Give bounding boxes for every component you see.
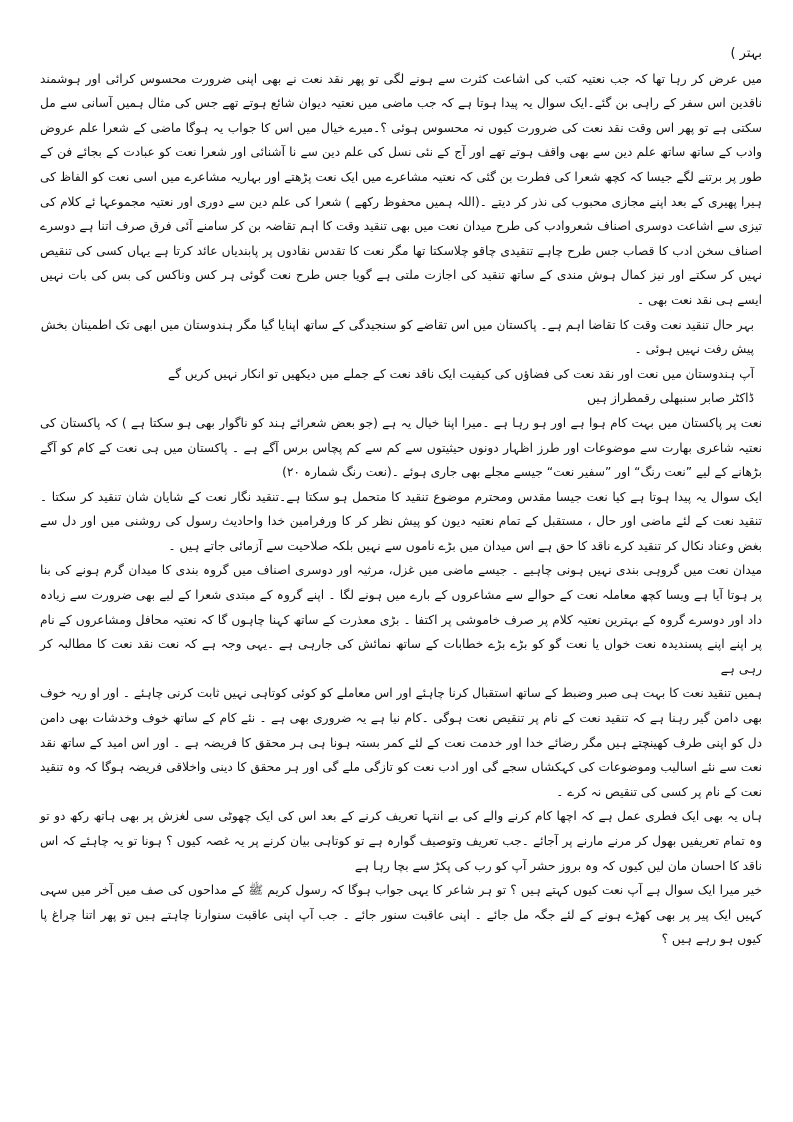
continuation-heading: بہتر ) [730,46,762,61]
paragraph-patience: ہمیں تنقید نعت کا بہت ہی صبر وضبط کے ساتھ استقبال کرنا چاہئے اور اس معاملے کو کوئی کوتاہی نہیں ثابت کرنی چاہئے ۔ اور او ریہ خوف بھی دامن گیر رہنا ہے کہ تنقید نعت کے نام پر تنقیص نعت ہوگی ۔کام نیا ہے یہ ضروری بھی ہے ۔ نئے کام کے ساتھ خوف وخدشات بھی دامن دل کو اپنی طرف کھینچتے ہیں مگر رضائے خدا اور خدمت نعت کے لئے کمر بستہ ہونا ہی ہر محقق کا فریضہ ہے ۔ اور اس امید کے ساتھ نقد نعت سے نئے اسالیب وموضوعات کی کہکشاں سجے گی اور ادب نعت کو تازگی ملے گی اور ہر محقق کا دینی واخلاقی فریضہ ہوگا کہ وہ تنقید نعت کے نام پر کسی کی تنقیص نہ کرے ۔ [40,686,762,799]
quote-attribution: ڈاکٹر صابر سنبھلی رقمطراز ہیں [587,391,754,406]
paragraph-natural-reaction: ہاں یہ بھی ایک فطری عمل ہے کہ اچھا کام کرنے والے کی بے انتہا تعریف کرنے کے بعد اس کی ایک چھوٹی سی لغزش پر بھی ہاتھ رکھ دو تو وہ تمام تعریفیں بھول کر مرنے مارنے پر آجائے ۔جب تعریف وتوصیف گوارہ ہے تو کوتاہی بیان کرنے پر یہ غصہ کیوں ؟ ہونا تو یہ چاہئے کہ اس ناقد کا احسان مان لیں کیوں کہ وہ بروز حشر آپ کو رب کی پکڑ سے بچا رہا ہے [40,809,762,873]
document-page [40,42,762,952]
paragraph-quote-naat-rang: نعت پر پاکستان میں بہت کام ہوا ہے اور ہو رہا ہے ۔میرا اپنا خیال یہ ہے (جو بعض شعرائے ہند کو ناگوار بھی ہو سکتا ہے ) کہ پاکستان کی نعتیہ شاعری بھارت سے موضوعات اور طرز اظہار دونوں حیثیتوں سے کم سے کم پچاس برس آگے ہے ۔ پاکستان میں ہی نعت کے کام کو آگے بڑھانے کے لیے ”نعت رنگ“ اور ”سفیر نعت“ جیسے مجلے بھی جاری ہوئے ۔(نعت رنگ شمارہ ۲۰) [40,415,762,480]
paragraph-pakistan-india: بہر حال تنقید نعت وقت کا تقاضا اہم ہے۔ پاکستان میں اس تقاضے کو سنجیدگی کے ساتھ اپنایا گیا مگر ہندوستان میں ابھی تک اطمینان بخش پیش رفت نہیں ہوئی ۔ [40,317,754,357]
paragraph-final-question: خیر میرا ایک سوال ہے آپ نعت کیوں کہتے ہیں ؟ تو ہر شاعر کا یہی جواب ہوگا کہ رسول کریم ﷺ کے مداحوں کی صف میں آخر میں سہی کہیں ایک پیر پر بھی کھڑے ہونے کے لئے جگہ مل جائے ۔ اپنی عاقبت سنور جائے ۔ جب آپ اپنی عاقبت سنوارنا چاہتے ہیں تو پھر اتنا چراغ پا کیوں ہو رہے ہیں ؟ [40,883,762,947]
paragraph-sacred-subject: ایک سوال یہ پیدا ہوتا ہے کیا نعت جیسا مقدس ومحترم موضوع تنقید کا متحمل ہو سکتا ہے۔تنقید نگار نعت کے شایان شان تنقید کر سکتا ۔تنقید نعت کے لئے ماضی اور حال ، مستقبل کے تمام نعتیہ دیون کو پیش نظر کر کا ورفرامین خدا واحادیث رسول کی روشنی میں اور دل سے بغض وعناد نکال کر تنقید کرے ناقد کا حق ہے اس میدان میں بڑے ناموں سے نہیں بلکہ صلاحیت سے آزمائی جاتے ہیں ۔ [40,489,762,553]
paragraph-critic-sentence: آپ ہندوستان میں نعت اور نقد نعت کی فضاؤں کی کیفیت ایک ناقد نعت کے جملے میں دیکھیں تو انکار نہیں کریں گے [168,366,754,381]
paragraph-group-bias: میدان نعت میں گروہی بندی نہیں ہونی چاہیے ۔ جیسے ماضی میں غزل، مرثیہ اور دوسری اصناف میں گروہ بندی کا میدان گرم ہونے کی بنا پر ہوتا آیا ہے ویسا کچھ معاملہ نعت کے حوالے سے مشاعروں کے بارے میں ہونے لگا ۔ اپنے گروہ کے مبتدی شعرا کے لیے بھی ضرورت سے زیادہ داد اور دوسرے گروہ کے بہترین نعتیہ کلام پر صرف خاموشی پر اکتفا ۔ بڑی معذرت کے ساتھ کہنا چاہوں گا کہ نعتیہ محافل ومشاعروں کے نام پر اپنے اپنے پسندیدہ نعت خواں یا نعت گو کو بڑے بڑے خطابات کے ساتھ نمائش کی جارہی ہے ۔یہی وجہ ہے کہ نعت نقد نعت کا مطالبہ کر رہی ہے [40,563,762,676]
paragraph-naat-criticism-need: میں عرض کر رہا تھا کہ جب نعتیہ کتب کی اشاعت کثرت سے ہونے لگی تو پھر نقد نعت نے بھی اپنی ضرورت محسوس کرائی اور ہوشمند ناقدین اس سفر کے راہی بن گئے۔ایک سوال یہ پیدا ہوتا ہے کہ جب ماضی میں نعتیہ دیوان شائع ہوتے تھے جس کی مثال ہمیں آسانی سے مل سکتی ہے تو پھر اس وقت نقد نعت کی ضرورت کیوں نہ محسوس ہوئی ؟۔میرے خیال میں اس کا جواب یہ ہوگا ماضی کے شعرا علم عروض وادب کے ساتھ ساتھ علم دین سے بھی واقف ہوتے تھے اور آج کے نئی نسل کی علم دین سے نا آشنائی اور شعرا نعت کو عبادت کے بجائے فن کے طور پر برتنے لگے جیسا کہ کچھ شعرا کی فطرت بن گئی کہ نعتیہ مشاعرے میں ایک نعت پڑھتے اور بہاریہ مشاعرے میں اسی نعت کو الفاظ کی ہیرا پھیری کے بعد اپنے مجازی محبوب کی نذر کر دیتے ۔(اللہ ہمیں محفوظ رکھے ) شعرا کی علم دین سے دوری اور نعتیہ مجموعہا ئے کلام کی تیزی سے اشاعت دوسری اصناف شعروادب کی طرح میدان نعت میں بھی تنقید وقت کا اہم تقاضہ بن کر سامنے آئی فرق صرف اتنا ہے دوسرے اصناف سخن ادب کا قصاب جس طرح چاہے تنقیدی چاقو چلاسکتا تھا مگر نعت کا تقدس نقادوں پر پابندیاں عائد کرتا ہے یہاں کسی کی تنقیص نہیں کر سکتے اور نیز کمال ہوش مندی کے ساتھ تنقید کی اجازت ملتی ہے گویا جس طرح نعت گوئی ہر کس وناکس کی بس کی بات نہیں ایسے ہی نقد نعت بھی ۔ [40,71,762,307]
